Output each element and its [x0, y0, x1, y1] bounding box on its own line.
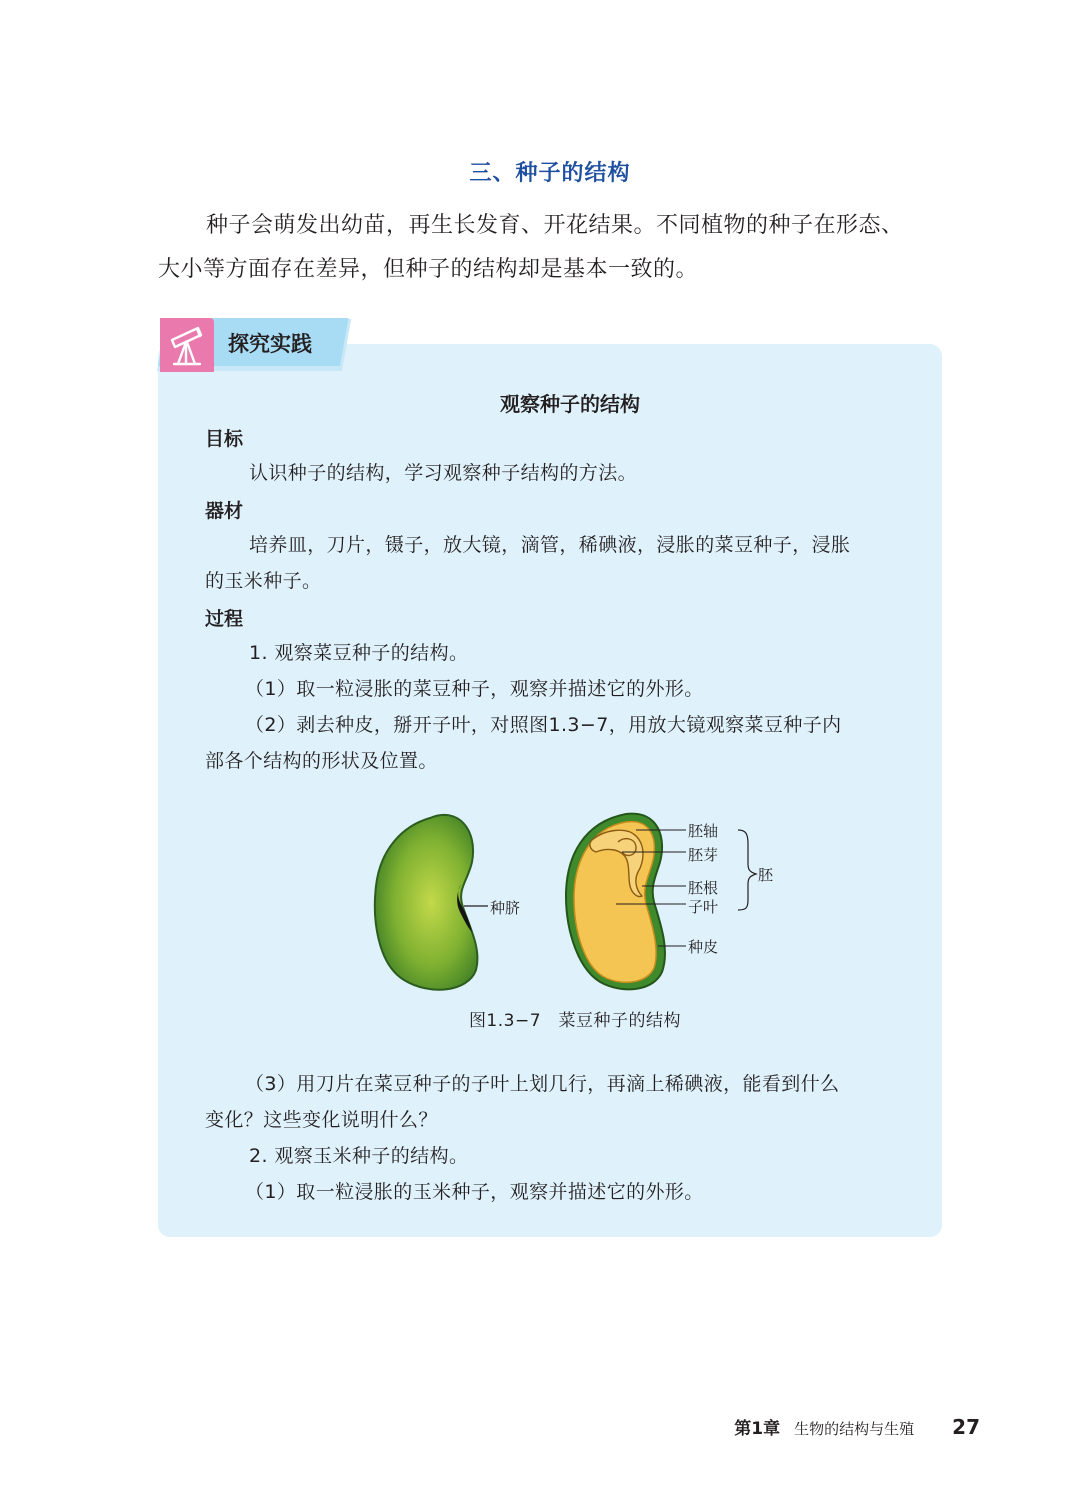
- intro-line-1: 种子会萌发出幼苗，再生长发育、开花结果。不同植物的种子在形态、: [206, 213, 904, 238]
- intro-line-2: 大小等方面存在差异，但种子的结构却是基本一致的。: [158, 257, 699, 282]
- materials-text-block: [205, 527, 897, 599]
- step-1-2-line-2: 部各个结构的形状及位置。: [205, 750, 438, 772]
- materials-line-2: 的玉米种子。: [205, 570, 322, 592]
- step-1: 1. 观察菜豆种子的结构。: [249, 642, 469, 664]
- telescope-icon: [160, 318, 214, 372]
- section-title: 三、种子的结构: [469, 161, 631, 186]
- intro-paragraph: [158, 204, 958, 292]
- label-seed-coat: 种皮: [688, 938, 719, 956]
- label-plumule: 胚芽: [688, 846, 719, 864]
- goal-text: 认识种子的结构，学习观察种子结构的方法。: [249, 462, 638, 484]
- goal-text-block: [205, 455, 897, 491]
- goal-heading: 目标: [205, 428, 244, 450]
- bean-seed-figure: [360, 800, 800, 1000]
- step-2-1: （1）取一粒浸胀的玉米种子，观察并描述它的外形。: [245, 1181, 704, 1203]
- process-continued-block: [205, 1066, 897, 1210]
- step-2: 2. 观察玉米种子的结构。: [249, 1145, 469, 1167]
- step-1-1: （1）取一粒浸胀的菜豆种子，观察并描述它的外形。: [245, 678, 704, 700]
- whole-bean-seed: [375, 815, 488, 990]
- materials-line-1: 培养皿，刀片，镊子，放大镜，滴管，稀碘液，浸胀的菜豆种子，浸胀: [249, 534, 851, 556]
- step-1-3-line-1: （3）用刀片在菜豆种子的子叶上划几行，再滴上稀碘液，能看到什么: [245, 1073, 840, 1095]
- label-cotyledon: 子叶: [688, 898, 719, 916]
- label-hypocotyl: 胚轴: [688, 822, 719, 840]
- figure-caption: 图1.3−7 菜豆种子的结构: [468, 1011, 682, 1031]
- process-heading: 过程: [205, 608, 244, 630]
- footer-chapter-title: 生物的结构与生殖: [794, 1420, 915, 1438]
- footer-chapter: 第1章: [734, 1419, 781, 1439]
- page-footer: [734, 1414, 980, 1439]
- label-radicle: 胚根: [688, 879, 719, 897]
- label-embryo: 胚: [758, 866, 774, 884]
- sectioned-bean-seed: [566, 814, 756, 990]
- process-text-block: [205, 635, 897, 779]
- step-1-2-line-1: （2）剥去种皮，掰开子叶，对照图1.3−7，用放大镜观察菜豆种子内: [245, 714, 842, 736]
- page-number: 27: [952, 1415, 980, 1439]
- practice-tag-label: 探究实践: [228, 332, 312, 356]
- experiment-title: 观察种子的结构: [500, 392, 640, 416]
- step-1-3-line-2: 变化？这些变化说明什么？: [205, 1109, 438, 1131]
- label-hilum: 种脐: [490, 899, 521, 917]
- materials-heading: 器材: [205, 500, 244, 522]
